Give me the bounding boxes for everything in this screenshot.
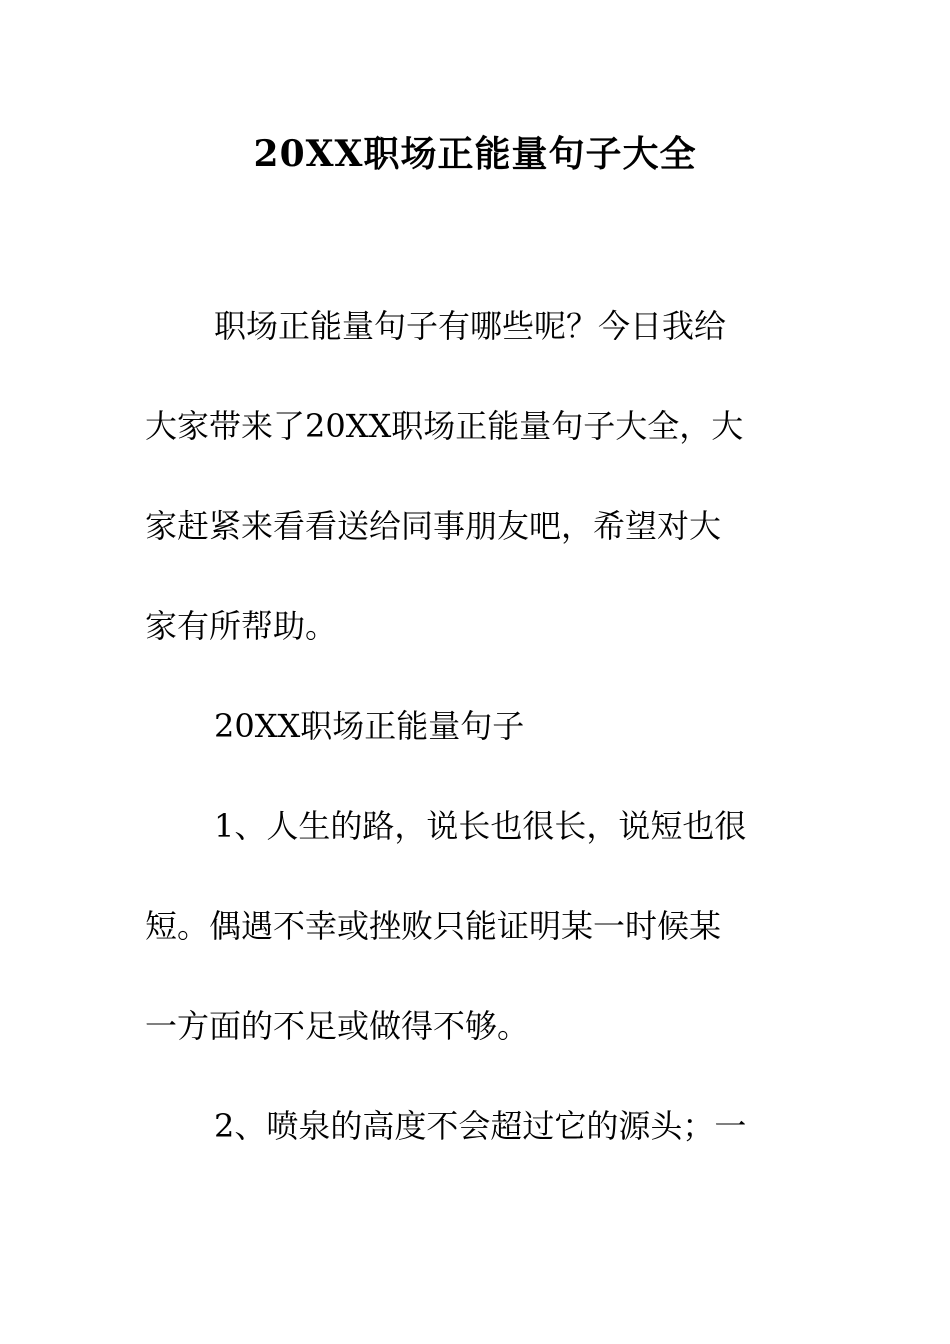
document-title: 20XX职场正能量句子大全: [253, 133, 697, 175]
section-heading: 20XX职场正能量句子: [214, 707, 525, 745]
item-1-line-2: 短。偶遇不幸或挫败只能证明某一时候某: [145, 907, 722, 945]
intro-line-3: 家赶紧来看看送给同事朋友吧，希望对大: [145, 507, 722, 545]
intro-line-1: 职场正能量句子有哪些呢？今日我给: [214, 307, 727, 345]
item-1-line-1: 1、人生的路，说长也很长，说短也很: [214, 807, 747, 845]
intro-line-4: 家有所帮助。: [145, 607, 338, 645]
item-2-line-1: 2、喷泉的高度不会超过它的源头；一: [214, 1107, 747, 1145]
item-1-line-3: 一方面的不足或做得不够。: [145, 1007, 530, 1045]
intro-line-2: 大家带来了20XX职场正能量句子大全，大: [145, 407, 744, 445]
